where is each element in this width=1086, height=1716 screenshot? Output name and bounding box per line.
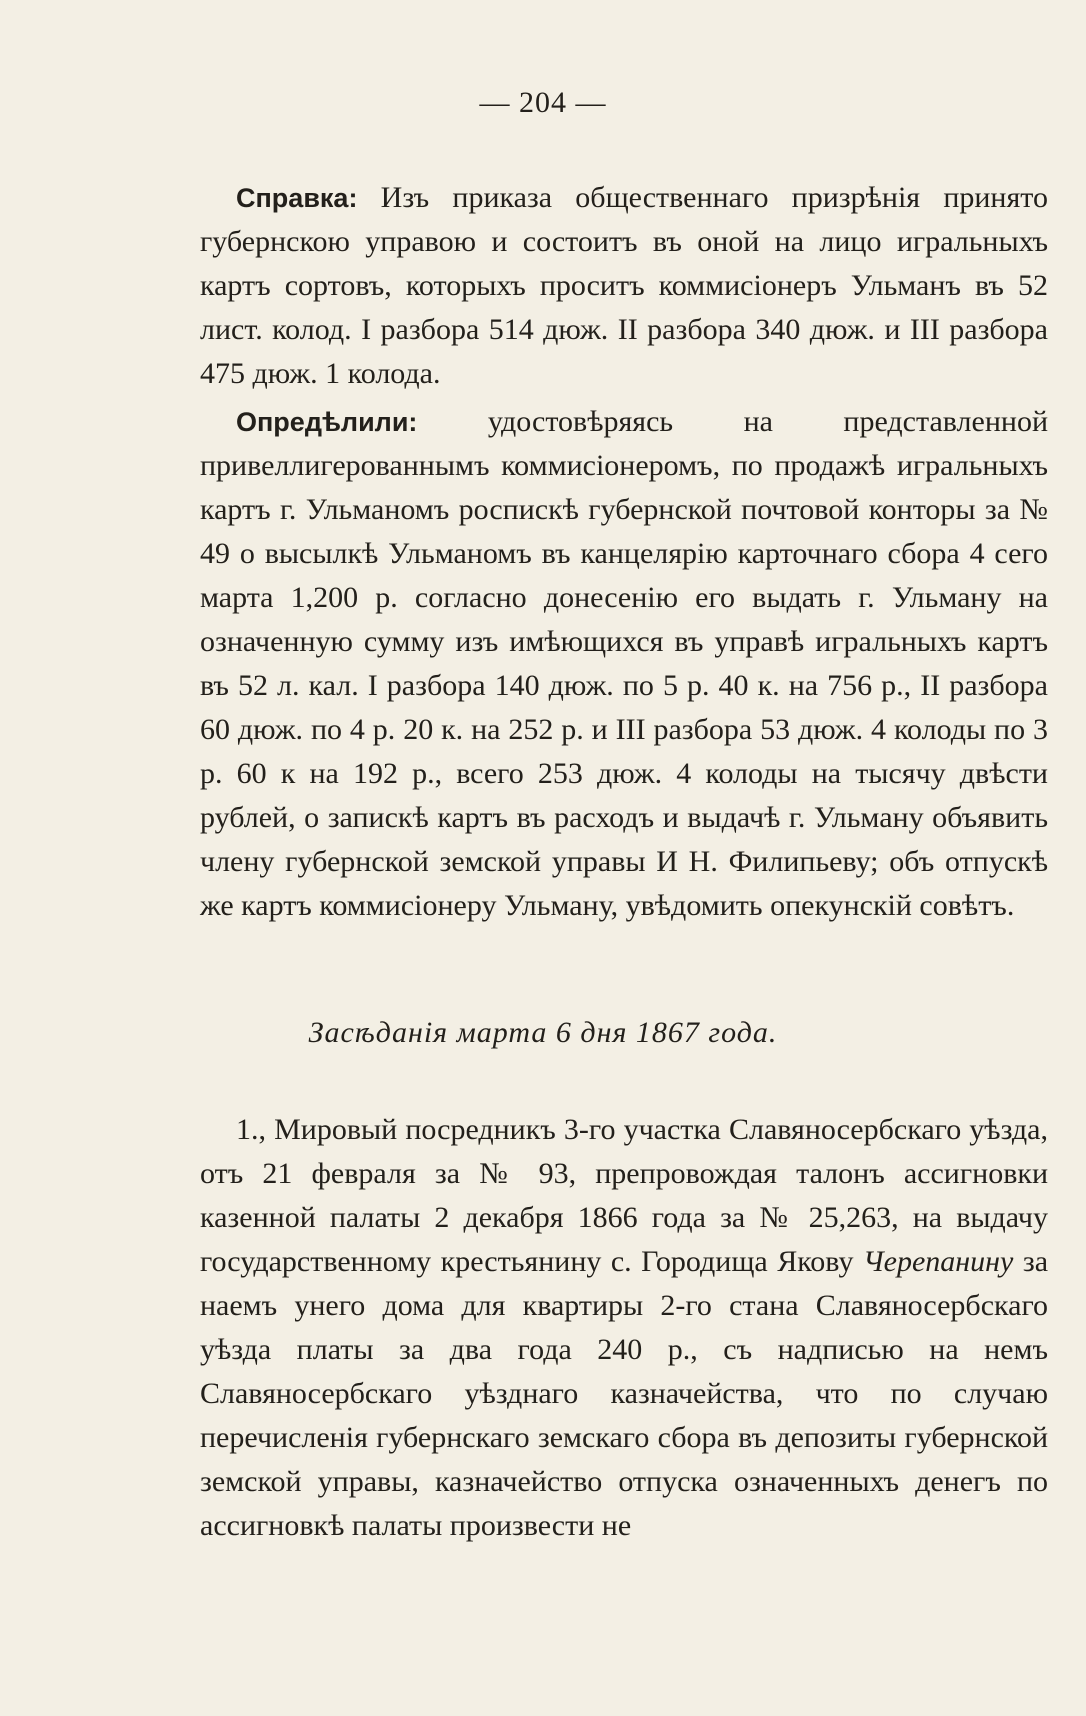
- spravka-body: Изъ приказа общественнаго призрѣнія принято губернскою управою и состоитъ въ оной на лицо игральныхъ картъ сортовъ, которыхъ проситъ коммисіонеръ Ульманъ въ 52 лист. колод. I разбора 514 дюж. II разбора 340 дюж. и III разбора 475 дюж. 1 колода.: [200, 181, 1048, 390]
- item-1-surname: Черепанину: [862, 1245, 1014, 1278]
- opredelili-text: [200, 400, 1048, 928]
- spravka-paragraph: [200, 176, 1048, 396]
- opredelili-paragraph: [200, 400, 1048, 928]
- section-heading: Засѣданія марта 6 дня 1867 года.: [308, 1016, 778, 1049]
- spravka-text: [200, 176, 1048, 396]
- item-1-body-start: 1., Мировый посредникъ 3-го участка Славяносербскаго уѣзда, отъ 21 февраля за № 93, препровождая талонъ ассигновки казенной палаты 2 декабря 1866 года за № 25,263, на выдачу государственному крестьянину с. Городища Якову: [200, 1113, 1048, 1278]
- opredelili-body: удостовѣряясь на представленной привеллигерованнымъ коммисіонеромъ, по продажѣ игральныхъ картъ г. Ульманомъ роспискѣ губернской почтовой конторы за № 49 о высылкѣ Ульманомъ въ канцелярію карточнаго сбора 4 сего марта 1,200 р. согласно донесенію его выдать г. Ульману на означенную сумму изъ имѣющихся въ управѣ игральныхъ картъ въ 52 л. кал. I разбора 140 дюж. по 5 р. 40 к. на 756 р., II разбора 60 дюж. по 4 р. 20 к. на 252 р. и III разбора 53 дюж. 4 колоды по 3 р. 60 к на 192 р., всего 253 дюж. 4 колоды на тысячу двѣсти рублей, о запискѣ картъ въ расходъ и выдачѣ г. Ульману объявить члену губернской земской управы И Н. Филипьеву; объ отпускѣ же картъ коммисіонеру Ульману, увѣдомить опекунскій совѣтъ.: [200, 405, 1048, 922]
- opredelili-label: Опредѣлили:: [236, 407, 418, 437]
- item-1-text: [200, 1108, 1048, 1548]
- spravka-label: Справка:: [236, 183, 358, 213]
- page-number: — 204 —: [479, 86, 607, 119]
- item-1-paragraph: [200, 1108, 1048, 1548]
- item-1-body-end: за наемъ унего дома для квартиры 2-го стана Славяносербскаго уѣзда платы за два года 240 р., съ надписью на немъ Славяносербскаго уѣзднаго казначейства, что по случаю перечисленія губернскаго земскаго сбора въ депозиты губернской земской управы, казначейство отпуска означенныхъ денегъ по ассигновкѣ палаты произвести не: [200, 1245, 1049, 1542]
